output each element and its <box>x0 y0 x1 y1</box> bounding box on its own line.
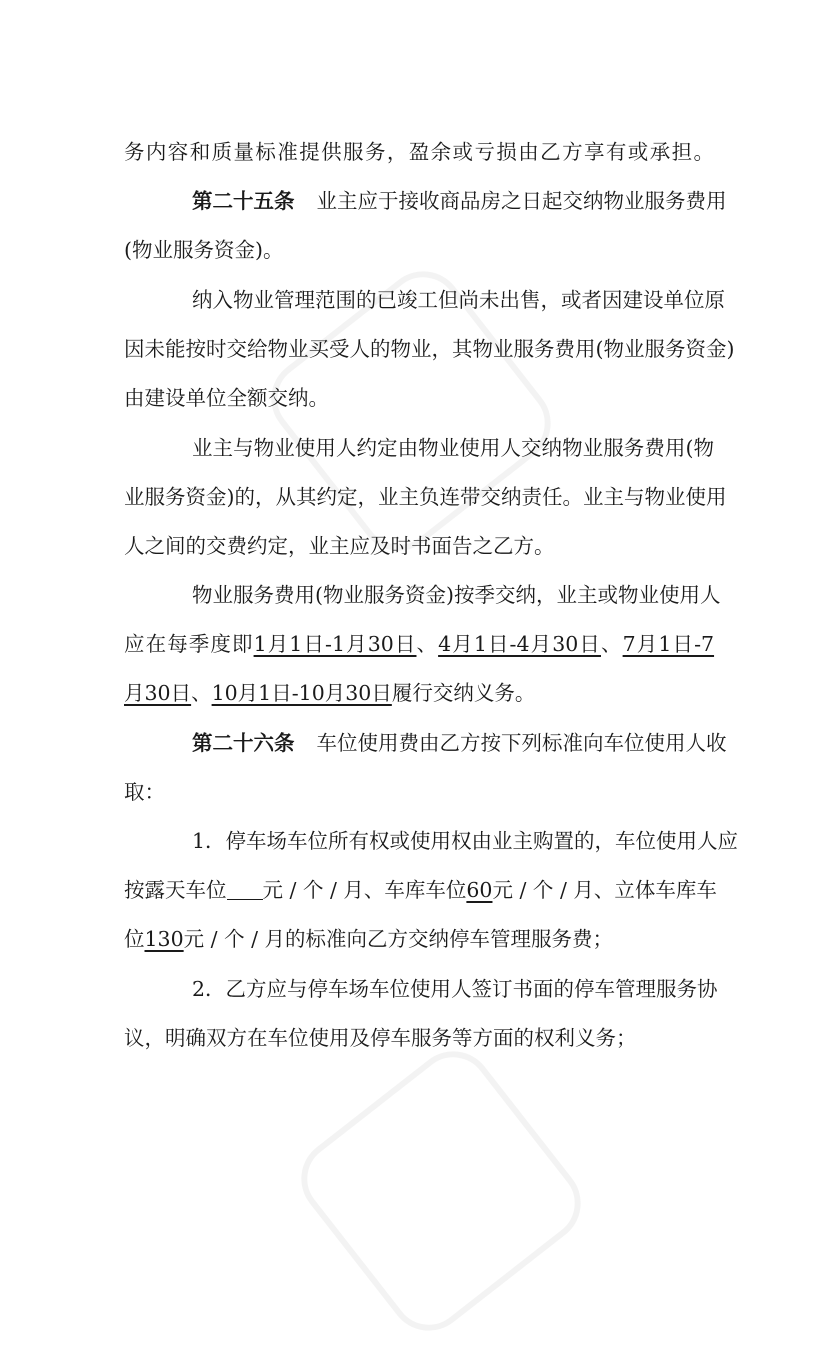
paragraph-line: 由建设单位全额交纳。 <box>124 386 329 410</box>
paragraph-line: 取： <box>124 780 165 804</box>
paragraph-line: (物业服务资金)。 <box>124 238 284 262</box>
list-item-2-line: 议，明确双方在车位使用及停车服务等方面的权利义务； <box>124 1026 637 1050</box>
article-25-label: 第二十五条 <box>192 189 295 213</box>
paragraph-line: 应在每季度即1月1日-1月30日、4月1日-4月30日、7月1日-7 <box>124 632 715 656</box>
paragraph-line: 因未能按时交给物业买受人的物业，其物业服务费用(物业服务资金) <box>124 337 735 361</box>
payment-date-q2: 4月1日-4月30日 <box>438 632 601 656</box>
payment-date-q3-cont: 月30日 <box>124 681 192 705</box>
open-air-fee-blank <box>227 881 263 900</box>
garage-fee-value: 60 <box>466 878 493 902</box>
list-item-1-line: 位130元 / 个 / 月的标准向乙方交纳停车管理服务费； <box>124 927 614 951</box>
list-item-1-line: 1．停车场车位所有权或使用权由业主购置的，车位使用人应 <box>192 829 739 853</box>
list-item-1-line: 按露天车位 元 / 个 / 月、车库车位60元 / 个 / 月、立体车库车 <box>124 878 717 902</box>
article-26-line: 第二十六条 车位使用费由乙方按下列标准向车位使用人收 <box>192 731 727 755</box>
paragraph-line: 业服务资金)的，从其约定，业主负连带交纳责任。业主与物业使用 <box>124 485 727 509</box>
payment-date-q1: 1月1日-1月30日 <box>253 632 417 656</box>
paragraph-line: 月30日、10月1日-10月30日履行交纳义务。 <box>124 681 536 705</box>
article-25-line: 第二十五条 业主应于接收商品房之日起交纳物业服务费用 <box>192 189 727 213</box>
paragraph-line: 纳入物业管理范围的已竣工但尚未出售，或者因建设单位原 <box>192 288 725 312</box>
paragraph-line: 物业服务费用(物业服务资金)按季交纳，业主或物业使用人 <box>192 583 721 607</box>
article-26-label: 第二十六条 <box>192 731 295 755</box>
list-item-2-line: 2．乙方应与停车场车位使用人签订书面的停车管理服务协 <box>192 977 718 1001</box>
paragraph-line: 人之间的交费约定，业主应及时书面告之乙方。 <box>124 534 555 558</box>
payment-date-q3: 7月1日-7 <box>622 632 715 656</box>
payment-date-q4: 10月1日-10月30日 <box>211 681 392 705</box>
paragraph-line: 业主与物业使用人约定由物业使用人交纳物业服务费用(物 <box>192 436 714 460</box>
watermark-stamp-bottom <box>285 1035 597 1347</box>
stereo-garage-fee-value: 130 <box>144 927 184 951</box>
paragraph-line: 务内容和质量标准提供服务，盈余或亏损由乙方享有或承担。 <box>124 140 714 164</box>
